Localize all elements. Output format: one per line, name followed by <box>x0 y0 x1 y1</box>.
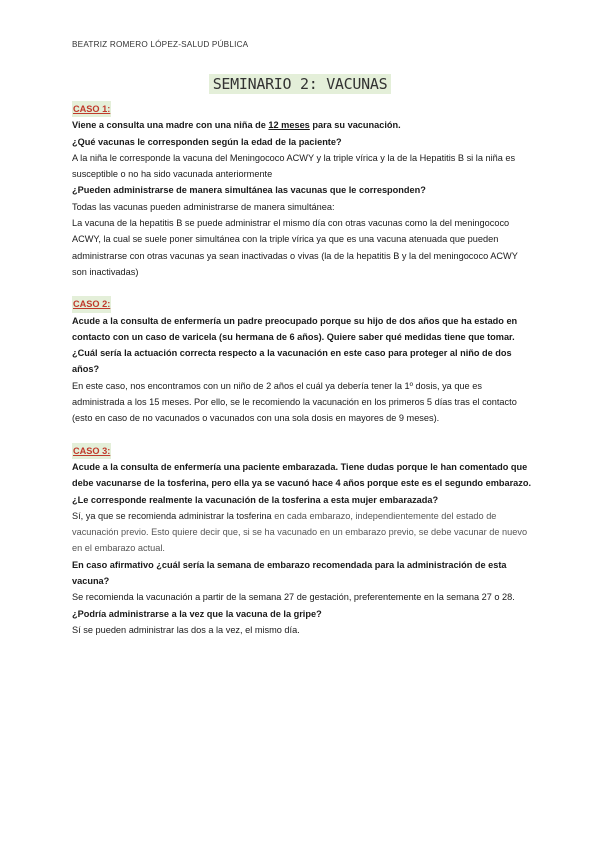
case-1 <box>72 101 532 280</box>
case-3-intro: Acude a la consulta de enfermería una paciente embarazada. Tiene dudas porque le han comentado que debe vacunarse de la tosferina, pero ella ya se vacunó hace 4 años porque este es el segundo embarazo. <box>72 461 532 489</box>
case-3-answer-2: Se recomienda la vacunación a partir de la semana 27 de gestación, preferentemente en la semana 27 o 28. <box>72 592 515 603</box>
case-1-answer-1: A la niña le corresponde la vacuna del Meningococo ACWY y la triple vírica y la de la Hepatitis B si la niña es susceptible o no ha sido vacunada anteriormente <box>72 152 516 180</box>
title-text: SEMINARIO 2: VACUNAS <box>209 74 392 94</box>
document-body <box>72 101 532 638</box>
case-1-answer-2b: La vacuna de la hepatitis B se puede administrar el mismo día con otras vacunas como la del meningococo ACWY, la cual se suele poner simultánea con la triple vírica ya que es una vacuna atenuada que pueden administrarse con otras vacunas ya sean inactivadas o vivas (la de la hepatitis B y la del meningococo ACWY son inactivadas) <box>72 218 518 277</box>
case-1-answer-2a: Todas las vacunas pueden administrarse de manera simultánea: <box>72 201 335 212</box>
case-1-intro: Viene a consulta una madre con una niña de 12 meses para su vacunación. <box>72 120 401 131</box>
page-header: BEATRIZ ROMERO LÓPEZ-SALUD PÚBLICA <box>72 40 249 49</box>
document-title <box>0 75 600 93</box>
case-1-question-2: ¿Pueden administrarse de manera simultánea las vacunas que le corresponden? <box>72 185 426 196</box>
case-3 <box>72 443 532 639</box>
case-3-question-3: ¿Podría administrarse a la vez que la vacuna de la gripe? <box>72 608 322 619</box>
case-2-intro: Acude a la consulta de enfermería un padre preocupado porque su hijo de dos años que ha estado en contacto con un caso de varicela (su hermana de 6 años). Quiere saber qué medidas tiene que tomar. <box>72 315 518 342</box>
case-3-answer-1: Sí, ya que se recomienda administrar la tosferina en cada embarazo, independientemente del estado de vacunación previo. Esto quiere decir que, si se ha vacunado en un embarazo previo, se debe vacunar de nuevo en el embarazo actual. <box>72 510 528 554</box>
case-1-question-1: ¿Qué vacunas le corresponden según la edad de la paciente? <box>72 136 342 147</box>
case-2 <box>72 296 532 426</box>
case-2-label: CASO 2: <box>72 296 111 312</box>
case-3-question-1: ¿Le corresponde realmente la vacunación de la tosferina a esta mujer embarazada? <box>72 494 439 505</box>
case-2-answer-1: En este caso, nos encontramos con un niño de 2 años el cuál ya debería tener la 1º dosis, ya que es administrada a los 15 meses. Por ello, se le recomiendo la vacunación en los primeros 5 días tras el contacto (esto en caso de no vacunados o vacunados con una sola dosis en mayores de 9 meses). <box>72 380 517 424</box>
case-3-answer-3: Sí se pueden administrar las dos a la vez, el mismo día. <box>72 624 300 635</box>
case-3-question-2: En caso afirmativo ¿cuál sería la semana de embarazo recomendada para la administración de esta vacuna? <box>72 559 507 587</box>
case-3-label: CASO 3: <box>72 443 111 459</box>
case-1-label: CASO 1: <box>72 101 111 117</box>
case-1-age: 12 meses <box>268 120 310 131</box>
case-2-question-1: ¿Cuál sería la actuación correcta respecto a la vacunación en este caso para proteger al niño de dos años? <box>72 348 512 375</box>
